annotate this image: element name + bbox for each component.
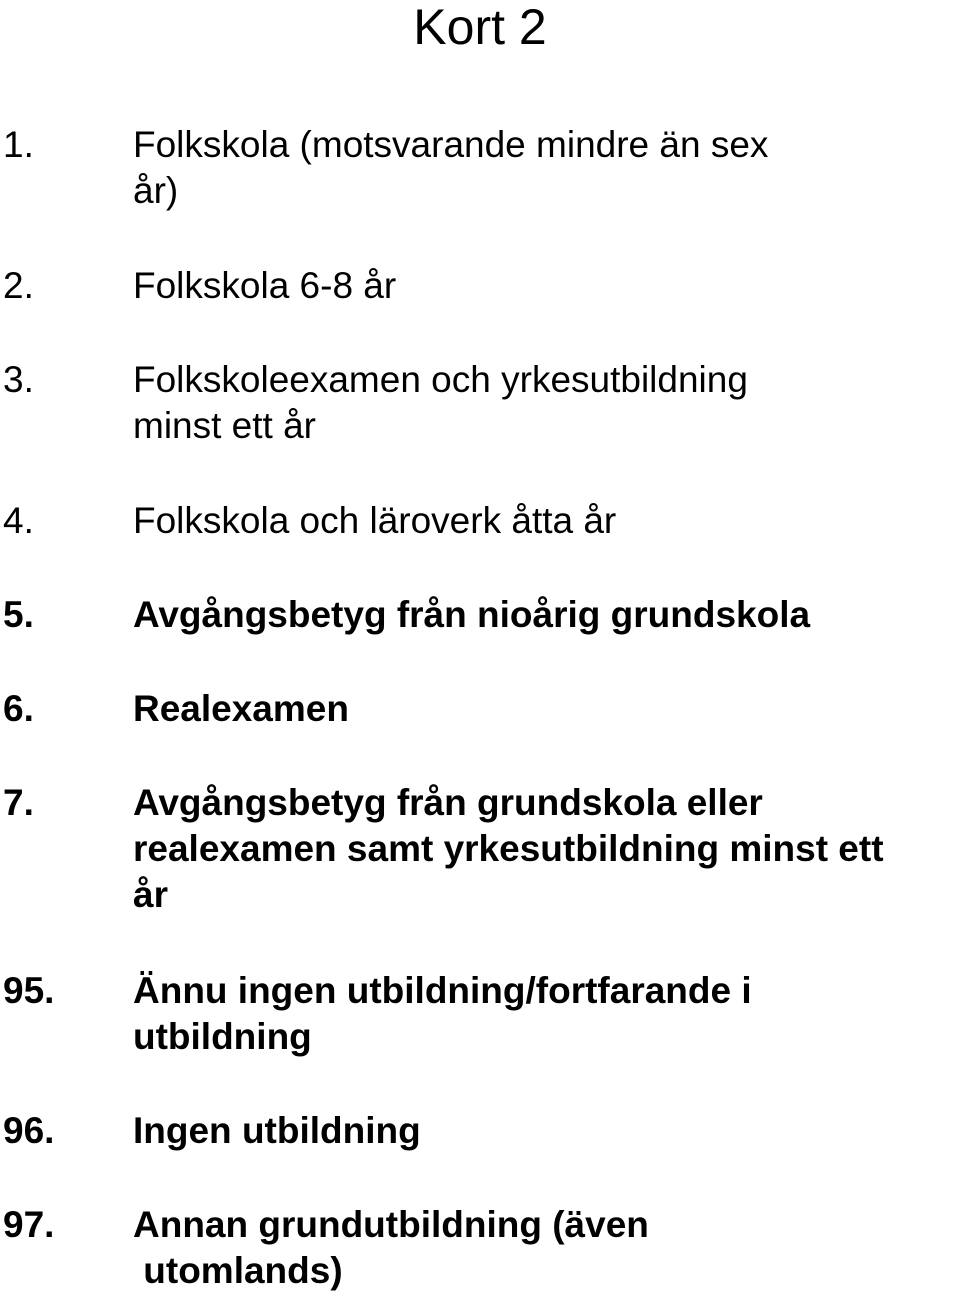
item-number: 97. <box>3 1204 55 1245</box>
item-number: 2. <box>3 265 34 306</box>
item-number: 6. <box>3 688 34 729</box>
item-number: 95. <box>3 970 55 1011</box>
item-number: 7. <box>3 782 34 823</box>
item-number: 4. <box>3 500 34 541</box>
item-text: Avgångsbetyg från nioårig grundskola <box>133 594 811 635</box>
item-text: Ännu ingen utbildning/fortfarande i utbildning <box>133 970 752 1057</box>
card-title: Kort 2 <box>413 0 547 55</box>
item-text: Folkskola 6-8 år <box>133 265 397 306</box>
item-text: Annan grundutbildning (även utomlands) <box>133 1204 649 1291</box>
item-text: Folkskola (motsvarande mindre än sex år) <box>133 124 769 211</box>
item-text: Folkskoleexamen och yrkesutbildning minst ett år <box>133 359 748 446</box>
item-text: Folkskola och läroverk åtta år <box>133 500 617 541</box>
item-number: 5. <box>3 594 34 635</box>
item-number: 96. <box>3 1110 55 1151</box>
item-number: 3. <box>3 359 34 400</box>
item-text: Ingen utbildning <box>133 1110 421 1151</box>
item-text: Realexamen <box>133 688 349 729</box>
item-text: Avgångsbetyg från grundskola eller realexamen samt yrkesutbildning minst ett år <box>133 782 884 915</box>
item-number: 1. <box>3 124 34 165</box>
